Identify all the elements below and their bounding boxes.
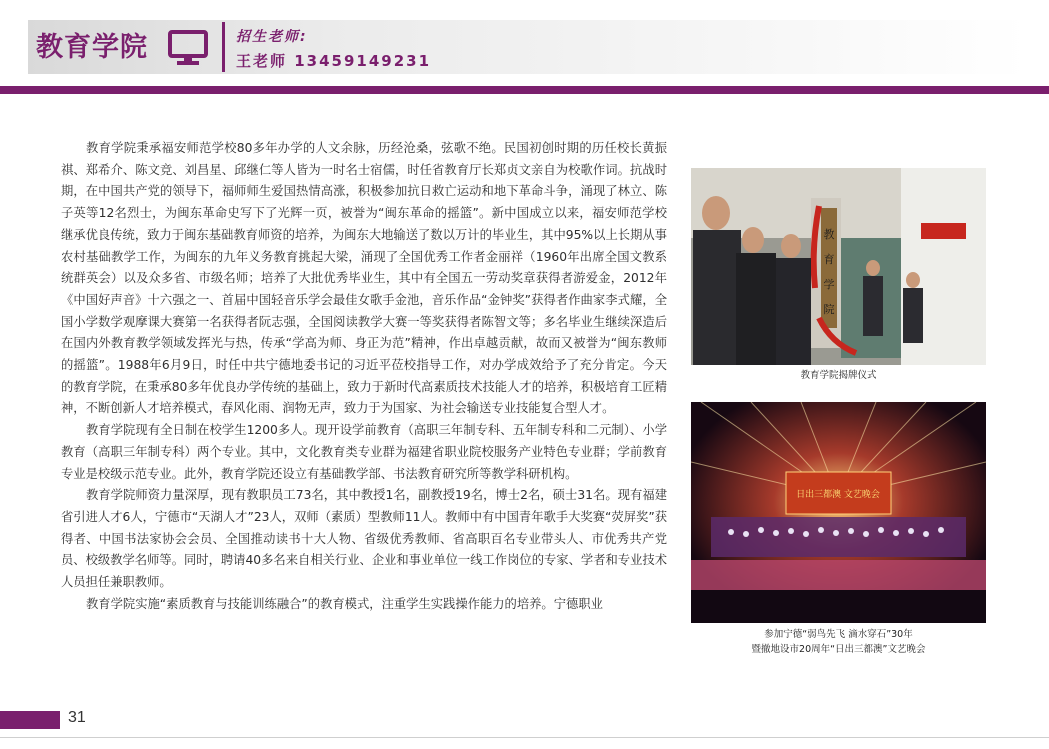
photo2-caption-line1: 参加宁德“弱鸟先飞 滴水穿石”30年 bbox=[764, 629, 913, 640]
page-number: 31 bbox=[68, 709, 86, 726]
footer-rule bbox=[0, 737, 1049, 738]
svg-text:教: 教 bbox=[823, 228, 835, 241]
photo2-caption bbox=[691, 627, 986, 657]
gala-performance-photo bbox=[691, 402, 986, 623]
article-paragraph: 教育学院现有全日制在校学生1200多人。现开设学前教育（高职三年制专科、五年制专科和二元制）、小学教育（高职三年制专科）两个专业。其中，文化教育类专业群为福建省职业院校服务产业特色专业群；学前教育专业是校级示范专业。此外，教育学院还设立有基础教学部、书法教育研究所等教学科研机构。 bbox=[61, 423, 667, 481]
svg-text:育: 育 bbox=[823, 253, 835, 266]
photo1-caption: 教育学院揭牌仪式 bbox=[800, 370, 877, 381]
svg-text:院: 院 bbox=[823, 303, 835, 316]
article-body bbox=[61, 138, 667, 615]
article-paragraph: 教育学院师资力量深厚，现有教职员工73名，其中教授1名，副教授19名，博士2名，硕士31名。现有福建省引进人才6人，宁德市“天湖人才”23人，双师（素质）型教师11人。教师中有中国青年歌手大奖赛“荧屏奖”获得者、中国书法家协会会员、全国推动读书十大人物、省级优秀教师、省高职百名专业带头人、市优秀共产党员、校级教学名师等。同时，聘请40多名来自相关行业、企业和事业单位一线工作岗位的专家、学者和专业技术人员担任兼职教师。 bbox=[61, 488, 667, 590]
svg-text:日出三都澳 文艺晚会: 日出三都澳 文艺晚会 bbox=[796, 490, 880, 500]
contact-label: 招生老师: bbox=[236, 29, 308, 45]
header-rule bbox=[0, 86, 1049, 94]
article-paragraph: 教育学院秉承福安师范学校80多年办学的人文余脉，历经沧桑，弦歌不绝。民国初创时期的历任校长黄振祺、郑希介、陈文竞、刘昌星、邱继仁等人皆为一时名士宿儒，时任省教育厅长郑贞文亲自为校歌作词。抗战时期，在中国共产党的领导下，福师师生爱国热情高涨，积极参加抗日救亡运动和地下革命斗争，涌现了林立、陈子英等12名烈士，为闽东革命史写下了光辉一页，被誉为“闽东革命的摇篮”。新中国成立以来，福安师范学校继承优良传统，致力于闽东基础教育师资的培养，为闽东大地输送了数以万计的毕业生，其中95%以上长期从事农村基础教学工作，为闽东的九年义务教育挑起大梁，涌现了全国优秀工作者金丽祥（1960年出席全国文教系统群英会）以及众多省、市级名师；培养了大批优秀毕业生，其中有全国五一劳动奖章获得者游爱金，2012年《中国好声音》十六强之一、首届中国轻音乐学会最佳女歌手金池，音乐作品“金钟奖”获得者作曲家李式耀，全国小学数学观摩课大赛第一名获得者阮志强，全国阅读教学大赛一等奖获得者陈智文等；多名毕业生继续深造后在国内外教育教学领域发挥光与热，传承“学高为师、身正为范”精神，作出卓越贡献，故而又被誉为“闽东教师的摇篮”。1988年6月9日，时任中共宁德地委书记的习近平莅校指导工作，对办学成效给予了充分肯定。今天的教育学院，在秉承80多年优良办学传统的基础上，致力于新时代高素质技术技能人才的培养，积极培育工匠精神，不断创新人才培养模式，春风化雨、润物无声，致力于为国家、为社会输送专业技能复合型人才。 bbox=[61, 141, 667, 416]
monitor-icon bbox=[168, 29, 208, 67]
header-divider bbox=[222, 22, 225, 72]
footer-accent-bar bbox=[0, 711, 60, 729]
svg-text:学: 学 bbox=[823, 278, 835, 291]
article-paragraph: 教育学院实施“素质教育与技能训练融合”的教育模式，注重学生实践操作能力的培养。宁德职业 bbox=[86, 596, 603, 611]
contact-phone: 王老师 13459149231 bbox=[236, 52, 432, 70]
plaque-ceremony-photo bbox=[691, 168, 986, 365]
page-title: 教育学院 bbox=[36, 32, 148, 63]
photo2-caption-line2: 暨撤地设市20周年“日出三都澳”文艺晚会 bbox=[751, 644, 926, 655]
